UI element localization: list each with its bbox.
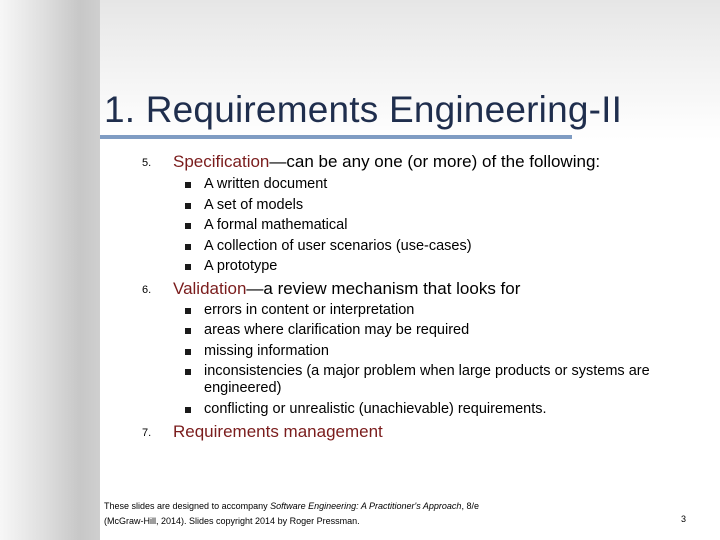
- item-number: 7.: [142, 427, 152, 439]
- sub-item-text: A prototype: [204, 258, 278, 274]
- item-keyword: Specification: [173, 152, 270, 171]
- slide-footer: [104, 499, 624, 528]
- item-heading: [173, 278, 520, 300]
- footer-line2: (McGraw-Hill, 2014). Slides copyright 2014 by Roger Pressman.: [104, 515, 360, 526]
- item-heading: [173, 421, 383, 443]
- square-bullet-icon: [185, 369, 191, 375]
- footer-line1-suffix: , 8/e: [461, 501, 479, 511]
- page-number: 3: [681, 514, 687, 524]
- item-heading-rest: —can be any one (or more) of the following:: [269, 152, 601, 171]
- square-bullet-icon: [185, 182, 191, 188]
- sub-item-text: A written document: [204, 176, 328, 192]
- sub-item-text: areas where clarification may be required: [204, 322, 470, 338]
- sub-item-text: inconsistencies (a major problem when large products or systems are engineered): [204, 363, 650, 396]
- sub-item-text: missing information: [204, 343, 329, 359]
- item-number: 5.: [142, 157, 152, 169]
- item-heading: [173, 151, 600, 173]
- item-keyword: Validation: [173, 279, 247, 298]
- sub-item-text: A set of models: [204, 197, 304, 213]
- sub-item-text: A collection of user scenarios (use-cases): [204, 238, 472, 254]
- sub-item-text: errors in content or interpretation: [204, 302, 415, 318]
- slide-title: 1. Requirements Engineering-II: [104, 89, 623, 130]
- square-bullet-icon: [185, 349, 191, 355]
- square-bullet-icon: [185, 244, 191, 250]
- square-bullet-icon: [185, 223, 191, 229]
- item-number: 6.: [142, 284, 152, 296]
- sub-item-text: conflicting or unrealistic (unachievable) requirements.: [204, 401, 547, 417]
- square-bullet-icon: [185, 203, 191, 209]
- square-bullet-icon: [185, 308, 191, 314]
- item-keyword: Requirements management: [173, 422, 383, 441]
- square-bullet-icon: [185, 407, 191, 413]
- square-bullet-icon: [185, 328, 191, 334]
- item-heading-rest: —a review mechanism that looks for: [246, 279, 521, 298]
- footer-book-title: Software Engineering: A Practitioner's Approach: [270, 501, 462, 511]
- square-bullet-icon: [185, 264, 191, 270]
- footer-line1-prefix: These slides are designed to accompany: [104, 501, 271, 511]
- sub-item-text: A formal mathematical: [204, 217, 348, 233]
